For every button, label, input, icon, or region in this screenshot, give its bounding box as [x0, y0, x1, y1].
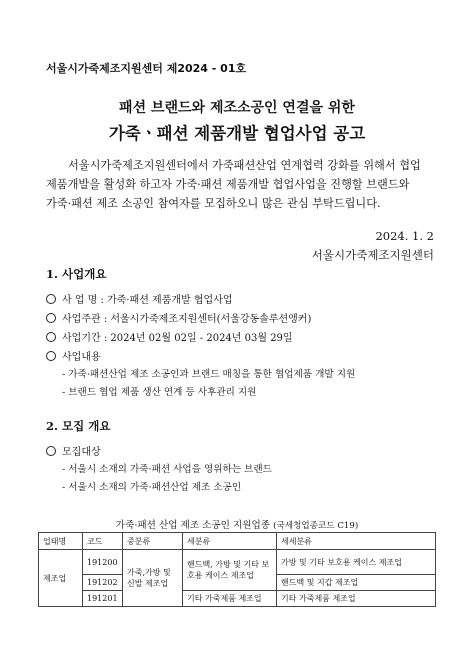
sub-category-cell: 핸드백, 가방 및 기타 보호용 케이스 제조업 [183, 550, 277, 591]
detail-cell: 가방 및 기타 보호용 케이스 제조업 [277, 550, 436, 575]
circle-bullet-icon [46, 351, 56, 361]
table-header-cell: 코드 [83, 533, 123, 550]
detail-cell: 핸드백 및 지갑 제조업 [277, 575, 436, 591]
section-1-heading: 1. 사업개요 [46, 267, 107, 281]
mid-category-cell: 가죽,가방 및 신발 제조업 [123, 550, 183, 607]
section-2-heading: 2. 모집 개요 [46, 419, 111, 433]
title-line-1: 패션 브랜드와 제조소공인 연결을 위한 [119, 100, 355, 116]
sub-category-cell: 기타 가죽제품 제조업 [183, 591, 277, 607]
table-header-cell: 세세분류 [277, 533, 436, 550]
announcement-date: 2024. 1. 2 [375, 229, 434, 243]
circle-bullet-icon [46, 313, 56, 323]
intro-line-1: 서울시가죽제조지원센터에서 가죽패션산업 연계협력 강화를 위해서 협업 [68, 159, 421, 172]
table-caption: 가죽·패션 산업 제조 소공인 지원업종 (국세청업종코드 C19) [115, 520, 359, 531]
document-number: 서울시가죽제조지원센터 제2024 - 01호 [46, 62, 247, 75]
circle-bullet-icon [46, 294, 56, 304]
issuing-organization: 서울시가죽제조지원센터 [311, 248, 434, 262]
content-detail-1: - 가죽·패션산업 제조 소공인과 브랜드 매칭을 통한 협업제품 개발 지원 [62, 369, 356, 380]
recruit-target-label: 모집대상 [46, 443, 101, 458]
table-header-cell: 업태명 [39, 533, 83, 550]
recruit-target-2: - 서울시 소재의 가죽·패션산업 제조 소공인 [62, 482, 242, 493]
table-header-row [39, 533, 436, 550]
overview-item-host: 사업주관 : 서울시가죽제조지원센터(서울강동솔루션앵커) [46, 310, 311, 325]
overview-item-period: 사업기간 : 2024년 02월 02일 - 2024년 03월 29일 [46, 329, 293, 344]
overview-item-content: 사업내용 [46, 348, 101, 363]
intro-paragraph [46, 156, 436, 213]
intro-line-2: 제품개발을 활성화 하고자 가죽·패션 제품개발 협업사업을 진행할 브랜드와 [46, 178, 410, 191]
code-cell: 191200 [83, 550, 123, 575]
circle-bullet-icon [46, 446, 56, 456]
content-detail-2: - 브랜드 협업 제품 생산 연계 등 사후관리 지원 [62, 387, 257, 398]
table-row [39, 591, 436, 607]
intro-line-3: 가죽·패션 제조 소공인 참여자를 모집하오니 많은 관심 부탁드립니다. [46, 197, 381, 210]
category-cell: 제조업 [39, 550, 83, 607]
circle-bullet-icon [46, 332, 56, 342]
title-line-2: 가죽ㆍ패션 제품개발 협업사업 공고 [108, 124, 366, 143]
code-cell: 191202 [83, 575, 123, 591]
recruit-target-1: - 서울시 소재의 가죽·패션 사업을 영위하는 브랜드 [62, 464, 272, 475]
table-header-cell: 세분류 [183, 533, 277, 550]
code-cell: 191201 [83, 591, 123, 607]
table-row [39, 550, 436, 575]
overview-item-name: 사 업 명 : 가죽·패션 제품개발 협업사업 [46, 291, 233, 306]
industry-table [38, 532, 436, 607]
table-header-cell: 중분류 [123, 533, 183, 550]
detail-cell: 기타 가죽제품 제조업 [277, 591, 436, 607]
